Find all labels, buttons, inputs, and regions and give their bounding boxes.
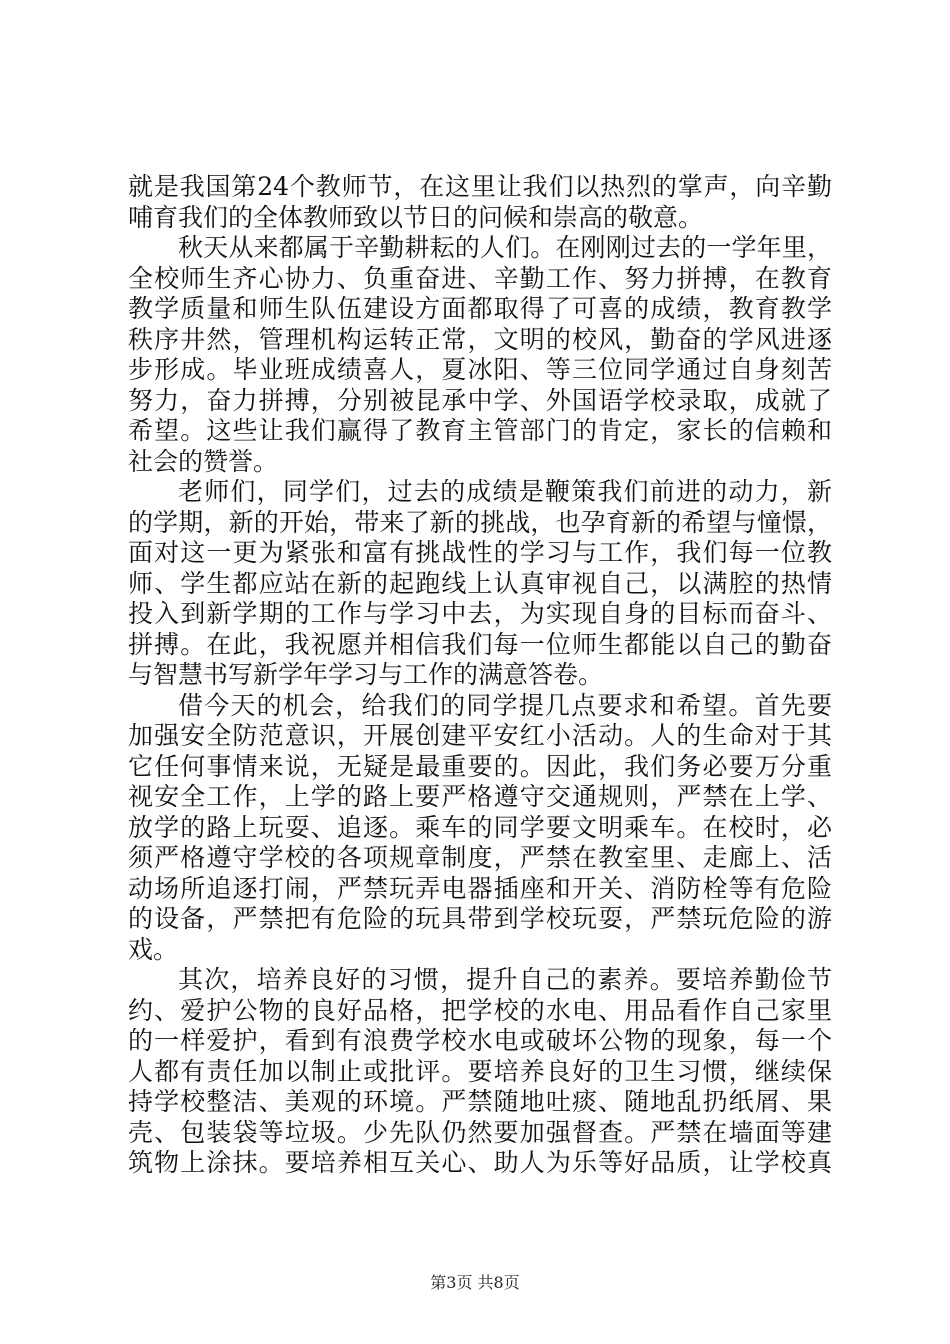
text-line: 的一样爱护，看到有浪费学校水电或破坏公物的现象，每一个 bbox=[128, 1026, 832, 1055]
body-text bbox=[128, 172, 832, 1179]
text-line: 的学期，新的开始，带来了新的挑战，也孕育新的希望与憧憬， bbox=[128, 507, 832, 537]
text-line: 人都有责任加以制止或批评。要培养良好的卫生习惯，继续保 bbox=[128, 1056, 832, 1086]
paragraph-first-line: 借今天的机会，给我们的同学提几点要求和希望。首先要 bbox=[178, 690, 832, 720]
text-line: 的设备，严禁把有危险的玩具带到学校玩耍，严禁玩危险的游 bbox=[128, 904, 832, 933]
text-line: 面对这一更为紧张和富有挑战性的学习与工作，我们每一位教 bbox=[128, 538, 832, 567]
text-line: 动场所追逐打闹，严禁玩弄电器插座和开关、消防栓等有危险 bbox=[128, 873, 832, 903]
text-line: 与智慧书写新学年学习与工作的满意答卷。 bbox=[128, 660, 604, 689]
text-line: 须严格遵守学校的各项规章制度，严禁在教室里、走廊上、活 bbox=[128, 843, 832, 872]
text-line: 全校师生齐心协力、负重奋进、辛勤工作、努力拼搏，在教育 bbox=[128, 263, 832, 293]
text-line: 哺育我们的全体教师致以节日的问候和崇高的敬意。 bbox=[128, 202, 704, 232]
text-line: 师、学生都应站在新的起跑线上认真审视自己，以满腔的热情 bbox=[128, 568, 832, 598]
text-line: 它任何事情来说，无疑是最重要的。因此，我们务必要万分重 bbox=[128, 751, 832, 781]
paragraph-first-line: 秋天从来都属于辛勤耕耘的人们。在刚刚过去的一学年里， bbox=[178, 233, 832, 262]
text-line: 壳、包装袋等垃圾。少先队仍然要加强督查。严禁在墙面等建 bbox=[128, 1117, 832, 1147]
text-line: 投入到新学期的工作与学习中去，为实现自身的目标而奋斗、 bbox=[128, 599, 832, 628]
text-line: 戏。 bbox=[128, 934, 179, 964]
text-line: 就是我国第24个教师节，在这里让我们以热烈的掌声，向辛勤 bbox=[128, 172, 832, 201]
text-line: 约、爱护公物的良好品格，把学校的水电、用品看作自己家里 bbox=[128, 995, 832, 1025]
text-line: 社会的赞誉。 bbox=[128, 446, 279, 476]
text-line: 视安全工作，上学的路上要严格遵守交通规则，严禁在上学、 bbox=[128, 782, 832, 811]
text-line: 加强安全防范意识，开展创建平安红小活动。人的生命对于其 bbox=[128, 721, 832, 750]
paragraph-first-line: 其次，培养良好的习惯，提升自己的素养。要培养勤俭节 bbox=[178, 965, 832, 994]
text-line: 秩序井然，管理机构运转正常，文明的校风，勤奋的学风进逐 bbox=[128, 324, 832, 354]
text-line: 筑物上涂抹。要培养相互关心、助人为乐等好品质，让学校真 bbox=[128, 1148, 832, 1177]
page-footer: 第3页 共8页 bbox=[430, 1273, 520, 1292]
text-line: 步形成。毕业班成绩喜人，夏冰阳、等三位同学通过自身刻苦 bbox=[128, 355, 832, 384]
text-line: 希望。这些让我们赢得了教育主管部门的肯定，家长的信赖和 bbox=[128, 416, 832, 445]
text-line: 持学校整洁、美观的环境。严禁随地吐痰、随地乱扔纸屑、果 bbox=[128, 1087, 832, 1116]
text-line: 努力，奋力拼搏，分别被昆承中学、外国语学校录取，成就了 bbox=[128, 385, 832, 415]
text-line: 放学的路上玩耍、追逐。乘车的同学要文明乘车。在校时，必 bbox=[128, 812, 832, 842]
text-line: 拼搏。在此，我祝愿并相信我们每一位师生都能以自己的勤奋 bbox=[128, 629, 832, 659]
paragraph-first-line: 老师们，同学们，过去的成绩是鞭策我们前进的动力，新 bbox=[178, 477, 832, 506]
text-line: 教学质量和师生队伍建设方面都取得了可喜的成绩，教育教学 bbox=[128, 294, 832, 323]
